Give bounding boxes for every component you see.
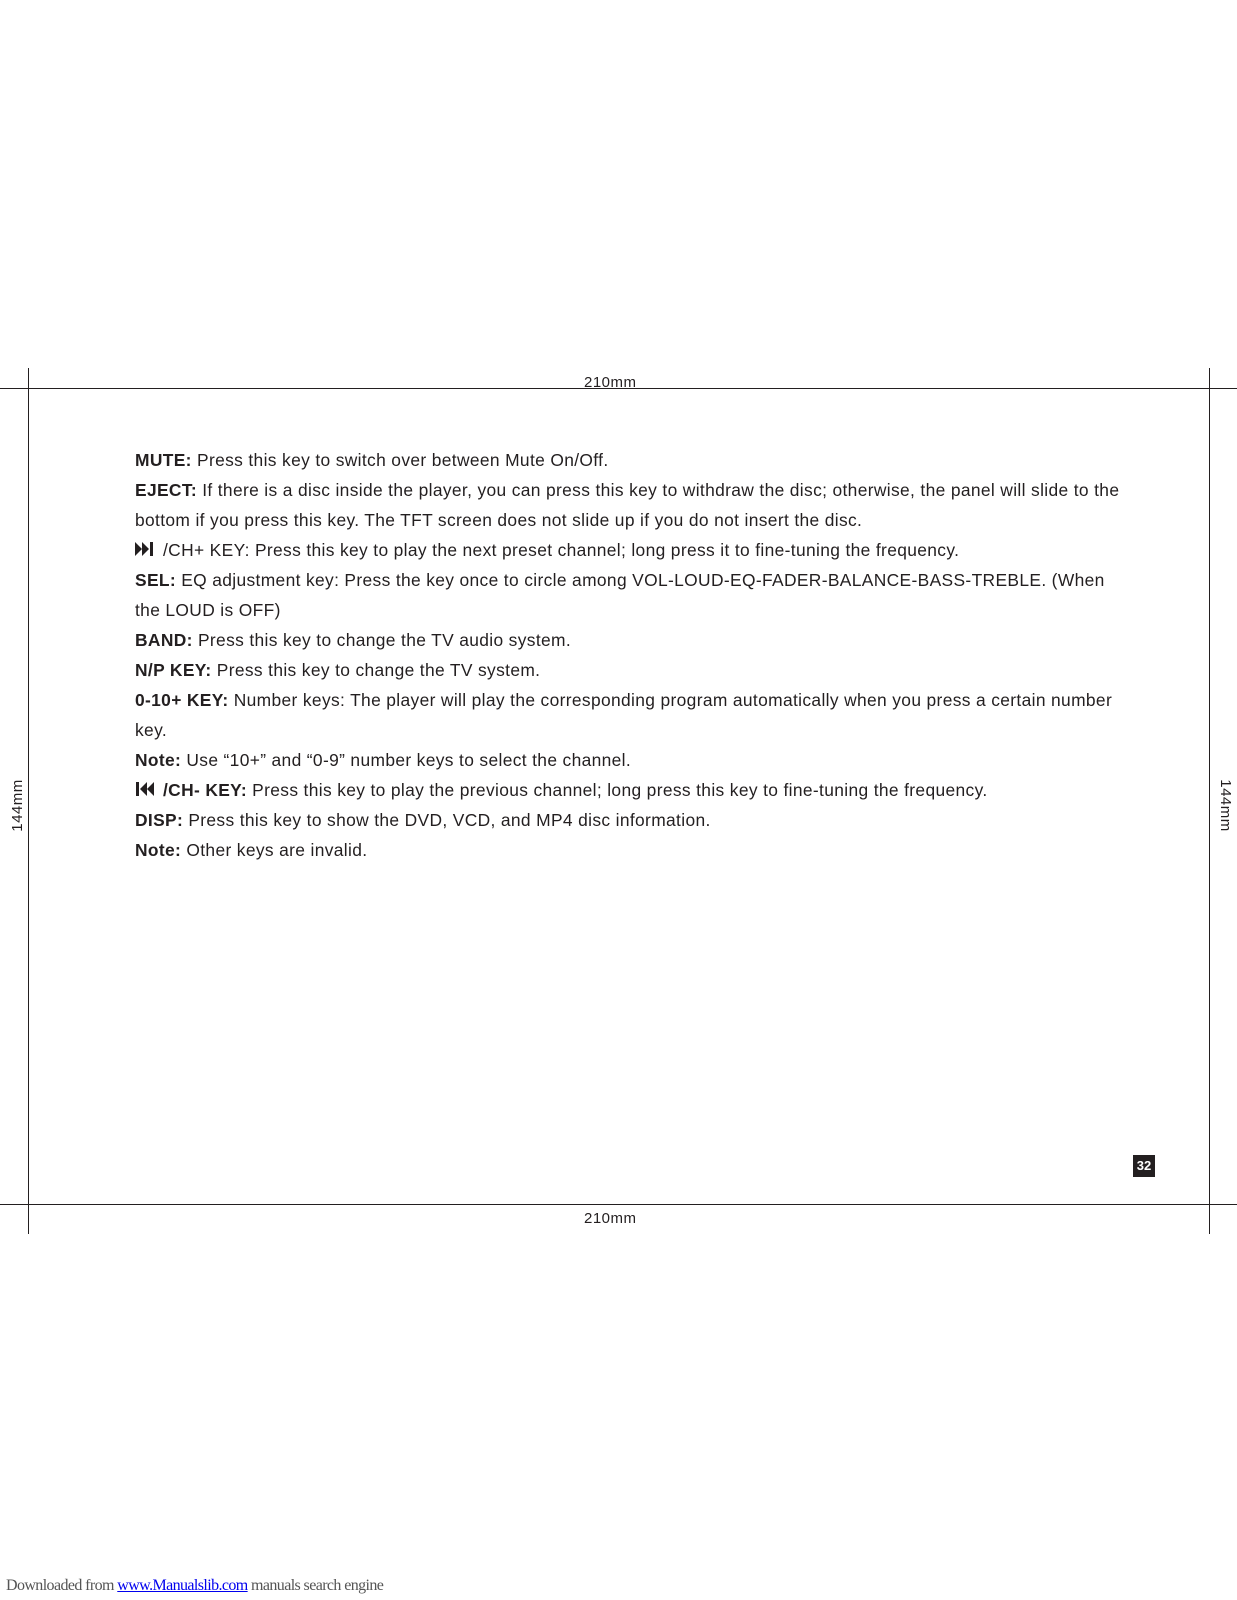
description-text: Press this key to play the previous channel; long press this key to fine-tuning the frequency. [246,780,988,800]
paragraph-mute [135,445,1135,475]
term-label: 0-10+ KEY: [135,690,229,710]
description-text: /CH+ KEY: Press this key to play the next preset channel; long press it to fine-tuning the frequency. [163,540,960,560]
footer-prefix: Downloaded from [6,1577,118,1594]
description-text: Press this key to change the TV audio system. [192,630,572,650]
description-text: Press this key to switch over between Mute On/Off. [191,450,609,470]
description-text: Number keys: The player will play the corresponding program automatically when you press a certain number key. [135,690,1113,740]
paragraph-number-keys [135,685,1135,745]
download-footer [6,1577,383,1595]
right-trim-line [1209,368,1210,1234]
term-label: Note: [135,750,182,770]
previous-track-icon [135,775,155,805]
paragraph-note-invalid [135,835,1135,865]
bottom-width-label: 210mm [584,1210,637,1227]
page-number-badge: 32 [1133,1155,1155,1177]
manualslib-link[interactable]: www.Manualslib.com [117,1577,248,1594]
key-descriptions [135,445,1135,865]
bottom-trim-line [0,1204,1237,1205]
paragraph-band [135,625,1135,655]
description-text: Other keys are invalid. [181,840,368,860]
term-label: SEL: [135,570,177,590]
description-text: If there is a disc inside the player, you can press this key to withdraw the disc; otherwise, the panel will slide to the bottom if you press this key. The TFT screen does not slide up if you do not insert the disc. [135,480,1120,530]
paragraph-note-numbers [135,745,1135,775]
description-text: Use “10+” and “0-9” number keys to select the channel. [181,750,632,770]
paragraph-np-key [135,655,1135,685]
term-label: /CH- KEY: [163,780,247,800]
paragraph-next-channel [135,535,1135,565]
footer-suffix: manuals search engine [247,1577,384,1594]
term-label: MUTE: [135,450,192,470]
term-label: DISP: [135,810,184,830]
term-label: BAND: [135,630,193,650]
top-width-label: 210mm [584,374,637,391]
left-height-label: 144mm [8,779,26,832]
term-label: EJECT: [135,480,198,500]
paragraph-disp [135,805,1135,835]
description-text: EQ adjustment key: Press the key once to circle among VOL-LOUD-EQ-FADER-BALANCE-BASS-TREBLE. (When the LOUD is OFF) [135,570,1105,620]
description-text: Press this key to change the TV system. [211,660,541,680]
next-track-icon [135,535,155,565]
term-label: N/P KEY: [135,660,212,680]
term-label: Note: [135,840,182,860]
paragraph-sel [135,565,1135,625]
paragraph-eject [135,475,1135,535]
paragraph-previous-channel [135,775,1135,805]
right-height-label: 144mm [1216,779,1234,832]
left-trim-line [28,368,29,1234]
description-text: Press this key to show the DVD, VCD, and MP4 disc information. [183,810,711,830]
